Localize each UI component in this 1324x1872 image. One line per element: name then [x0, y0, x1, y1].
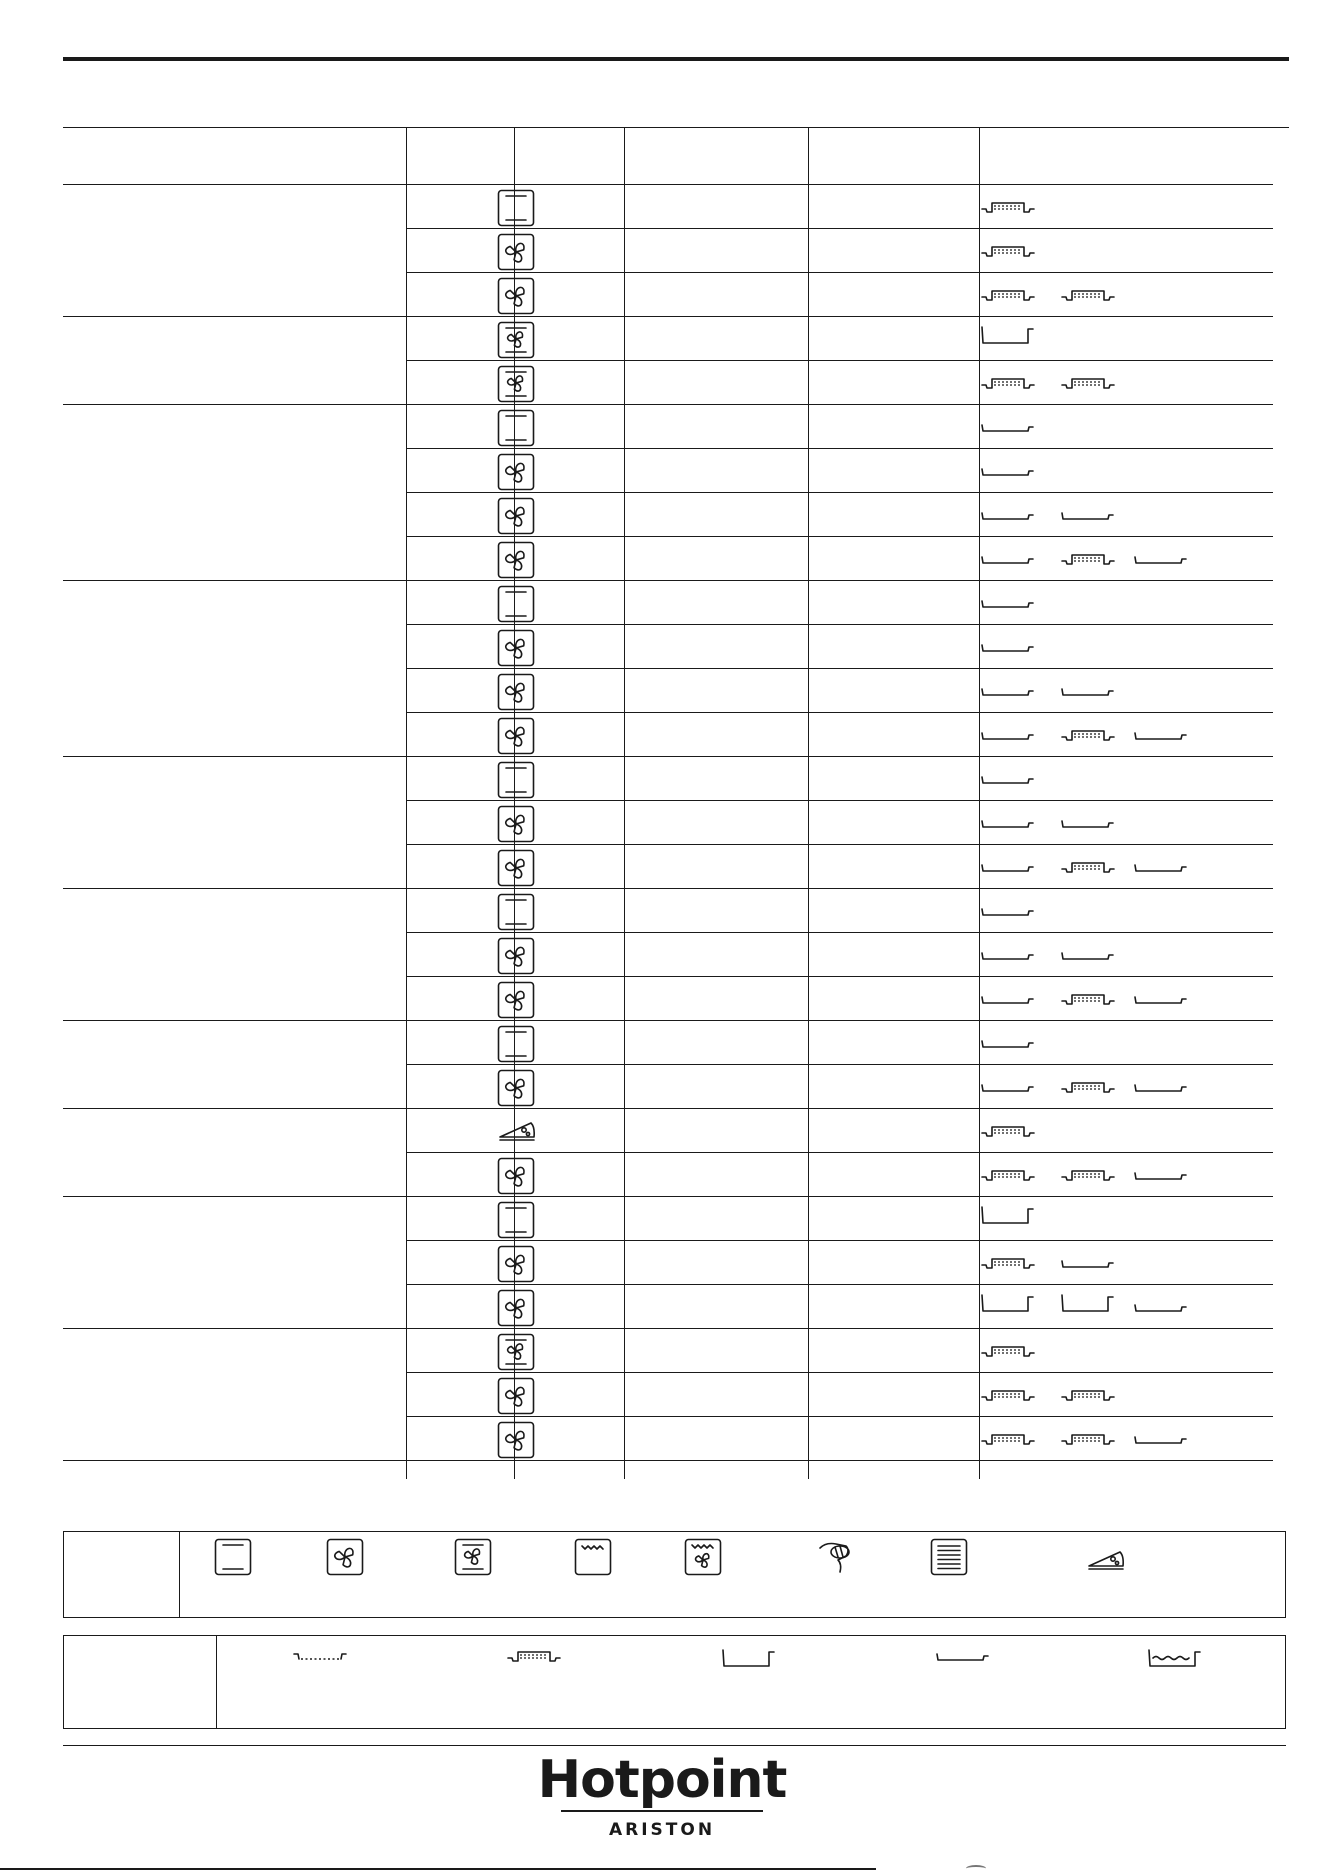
static-icon — [497, 893, 535, 931]
table-row — [63, 317, 1273, 361]
convection-bake-icon — [497, 1289, 535, 1327]
accessory-cell — [980, 1071, 1324, 1105]
table-row — [63, 1373, 1273, 1417]
accessory-cell — [980, 367, 1324, 401]
convection-bake-icon — [497, 1157, 535, 1195]
group-rule — [63, 1460, 1273, 1461]
accessory-cell — [980, 895, 1324, 929]
table-row — [63, 405, 1273, 449]
accessories-legend — [63, 1635, 1286, 1729]
accessory-cell — [980, 499, 1324, 533]
wire-shelf-icon — [506, 1646, 562, 1671]
static-icon — [497, 1201, 535, 1239]
table-row — [63, 1153, 1273, 1197]
accessory-cell — [980, 1247, 1324, 1281]
brand-logo — [500, 1746, 824, 1846]
page-mark — [966, 1865, 986, 1872]
convection-bake-icon — [497, 1069, 535, 1107]
accessory-cell — [980, 1335, 1324, 1369]
table-row — [63, 1329, 1273, 1373]
legend-divider — [179, 1532, 180, 1617]
functions-legend — [63, 1531, 1286, 1618]
pizza-icon — [1086, 1542, 1126, 1577]
accessory-cell — [980, 719, 1324, 753]
accessory-cell — [980, 1291, 1324, 1325]
table-row — [63, 1241, 1273, 1285]
table-row — [63, 229, 1273, 273]
table-row — [63, 273, 1273, 317]
fan-grill-bottom-icon — [497, 1333, 535, 1371]
table-row — [63, 1417, 1273, 1461]
brand-underline — [561, 1810, 763, 1812]
table-row — [63, 889, 1273, 933]
defrost-icon — [930, 1538, 968, 1581]
grill-icon — [574, 1538, 612, 1581]
convection-bake-icon — [497, 629, 535, 667]
accessory-cell — [980, 1379, 1324, 1413]
brand-sub: ARISTON — [608, 1820, 716, 1840]
water-tray-icon — [1147, 1646, 1203, 1675]
convection-bake-icon — [326, 1538, 364, 1581]
table-row — [63, 581, 1273, 625]
table-row — [63, 977, 1273, 1021]
convection-bake-icon — [497, 497, 535, 535]
table-row — [63, 1197, 1273, 1241]
convection-bake-icon — [497, 1245, 535, 1283]
table-row — [63, 1021, 1273, 1065]
accessory-cell — [980, 807, 1324, 841]
static-icon — [214, 1538, 252, 1581]
convection-bake-icon — [497, 1421, 535, 1459]
pizza-icon — [497, 1113, 535, 1151]
baking-tray-icon — [721, 1646, 777, 1675]
wire-rack-icon — [292, 1646, 348, 1671]
table-row — [63, 361, 1273, 405]
static-icon — [497, 1025, 535, 1063]
convection-bake-icon — [497, 277, 535, 315]
table-row — [63, 185, 1273, 229]
table-row — [63, 933, 1273, 977]
accessory-cell — [980, 191, 1324, 225]
table-row — [63, 1065, 1273, 1109]
accessory-cell — [980, 983, 1324, 1017]
table-row — [63, 1285, 1273, 1329]
convection-bake-icon — [497, 849, 535, 887]
convection-bake-icon — [497, 805, 535, 843]
accessory-cell — [980, 1423, 1324, 1457]
accessory-cell — [980, 235, 1324, 269]
static-icon — [497, 761, 535, 799]
accessory-cell — [980, 323, 1324, 357]
convection-bake-icon — [497, 717, 535, 755]
fan-grill-bottom-icon — [497, 365, 535, 403]
static-icon — [497, 409, 535, 447]
table-row — [63, 845, 1273, 889]
accessory-cell — [980, 1115, 1324, 1149]
table-row — [63, 757, 1273, 801]
rotisserie-icon — [816, 1538, 854, 1581]
header-top-rule — [63, 127, 1289, 128]
table-row — [63, 625, 1273, 669]
convection-bake-icon — [497, 1377, 535, 1415]
table-row — [63, 669, 1273, 713]
accessory-cell — [980, 411, 1324, 445]
accessory-cell — [980, 763, 1324, 797]
table-row — [63, 801, 1273, 845]
drip-tray-icon — [935, 1646, 991, 1671]
accessory-cell — [980, 675, 1324, 709]
convection-bake-icon — [497, 453, 535, 491]
fan-grill-bottom-icon — [497, 321, 535, 359]
table-row — [63, 493, 1273, 537]
footer-rule — [0, 1868, 876, 1870]
accessory-cell — [980, 543, 1324, 577]
brand-name: Hotpoint — [537, 1750, 787, 1810]
accessory-cell — [980, 1159, 1324, 1193]
convection-bake-icon — [497, 541, 535, 579]
static-icon — [497, 585, 535, 623]
legend-divider — [216, 1636, 217, 1728]
fan-grill-bottom-icon — [454, 1538, 492, 1581]
convection-bake-icon — [497, 673, 535, 711]
accessory-cell — [980, 279, 1324, 313]
accessory-cell — [980, 1203, 1324, 1237]
convection-bake-icon — [497, 981, 535, 1019]
static-icon — [497, 189, 535, 227]
accessory-cell — [980, 1027, 1324, 1061]
turbo-grill-icon — [684, 1538, 722, 1581]
top-rule — [63, 57, 1289, 61]
accessory-cell — [980, 631, 1324, 665]
convection-bake-icon — [497, 937, 535, 975]
table-row — [63, 449, 1273, 493]
table-row — [63, 1109, 1273, 1153]
accessory-cell — [980, 587, 1324, 621]
accessory-cell — [980, 455, 1324, 489]
table-row — [63, 713, 1273, 757]
convection-bake-icon — [497, 233, 535, 271]
table-row — [63, 537, 1273, 581]
accessory-cell — [980, 939, 1324, 973]
accessory-cell — [980, 851, 1324, 885]
